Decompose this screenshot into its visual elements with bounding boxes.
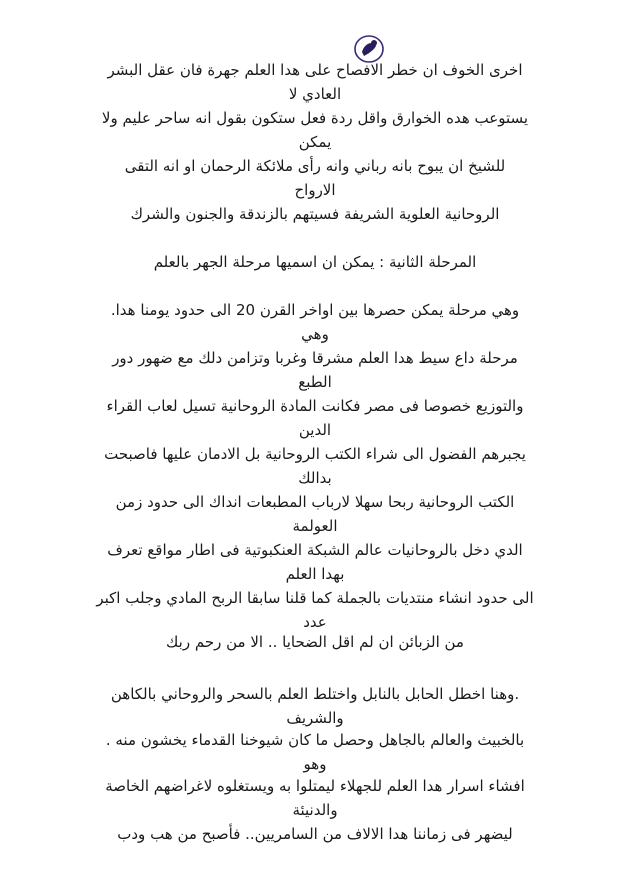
section-heading-text: المرحلة الثانية : يمكن ان اسميها مرحلة الجهر بالعلم xyxy=(153,253,477,271)
paragraph-14 xyxy=(60,728,570,776)
text-line: العادي لا xyxy=(288,85,342,103)
paragraph-16 xyxy=(60,822,570,846)
text-line: بالخبيث والعالم بالجاهل وحصل ما كان شيوخنا القدماء يخشون منه . xyxy=(105,731,525,749)
text-line: العولمة xyxy=(292,517,338,535)
text-line: يجبرهم الفضول الى شراء الكتب الروحانية بل الادمان عليها فاصبحت xyxy=(104,445,526,463)
text-line: من الزبائن ان لم اقل الضحايا .. الا من رحم ربك xyxy=(166,633,464,651)
paragraph-9 xyxy=(60,490,570,538)
text-line: الدي دخل بالروحانيات عالم الشبكة العنكبوتية فى اطار مواقع تعرف xyxy=(107,541,523,559)
section-heading xyxy=(60,250,570,274)
text-line: افشاء اسرار هدا العلم للجهلاء ليمتلوا به ويستغلوه لاغراضهم الخاصة xyxy=(105,777,525,795)
text-line: وهو xyxy=(303,755,327,773)
text-line: الدين xyxy=(298,421,332,439)
paragraph-7 xyxy=(60,394,570,442)
text-line: ليضهر فى زماننا هدا الالاف من السامريين.. فأصبح من هب ودب xyxy=(117,825,513,843)
text-line: بدالك xyxy=(298,469,332,487)
paragraph-2 xyxy=(60,106,570,154)
text-line: والتوزيع خصوصا فى مصر فكانت المادة الروحانية تسيل لعاب القراء xyxy=(106,397,524,415)
text-line: الكتب الروحانية ربحا سهلا لارباب المطبعات انداك الى حدود زمن xyxy=(115,493,515,511)
text-line: والشريف xyxy=(286,709,344,727)
paragraph-13 xyxy=(60,682,570,730)
text-line: الى حدود انشاء منتديات بالجملة كما قلنا سابقا الربح المادي وجلب اكبر xyxy=(96,589,534,607)
text-line: الروحانية العلوية الشريفة فسيتهم بالزندقة والجنون والشرك xyxy=(130,205,500,223)
paragraph-3 xyxy=(60,154,570,202)
text-line: والدنيئة xyxy=(292,801,338,819)
paragraph-11 xyxy=(60,586,570,634)
text-line: عدد xyxy=(303,613,327,631)
paragraph-4 xyxy=(60,202,570,226)
paragraph-5 xyxy=(60,298,570,346)
text-line: اخرى الخوف ان خطر الافصاح على هدا العلم جهرة فان عقل البشر xyxy=(107,61,523,79)
text-line: الارواح xyxy=(294,181,336,199)
text-line: وهي مرحلة يمكن حصرها بين اواخر القرن 20 الى حدود يومنا هدا. xyxy=(110,301,520,319)
text-line: مرحلة داع سيط هدا العلم مشرقا وغربا وتزامن دلك مع ضهور دور xyxy=(112,349,518,367)
paragraph-15 xyxy=(60,774,570,822)
paragraph-8 xyxy=(60,442,570,490)
paragraph-6 xyxy=(60,346,570,394)
text-line: يمكن xyxy=(298,133,332,151)
text-line: وهي xyxy=(301,325,329,343)
text-line: بهدا العلم xyxy=(285,565,345,583)
paragraph-1 xyxy=(60,58,570,106)
text-line: للشيخ ان يبوح بانه رباني وانه رأى ملائكة الرحمان او انه التقى xyxy=(124,157,506,175)
paragraph-10 xyxy=(60,538,570,586)
text-line: .وهنا اخطل الحابل بالنابل واختلط العلم بالسحر والروحاني بالكاهن xyxy=(110,685,520,703)
paragraph-12 xyxy=(60,630,570,654)
text-line: الطبع xyxy=(298,373,332,391)
text-line: يستوعب هده الخوارق واقل ردة فعل ستكون بقول انه ساحر عليم ولا xyxy=(101,109,529,127)
